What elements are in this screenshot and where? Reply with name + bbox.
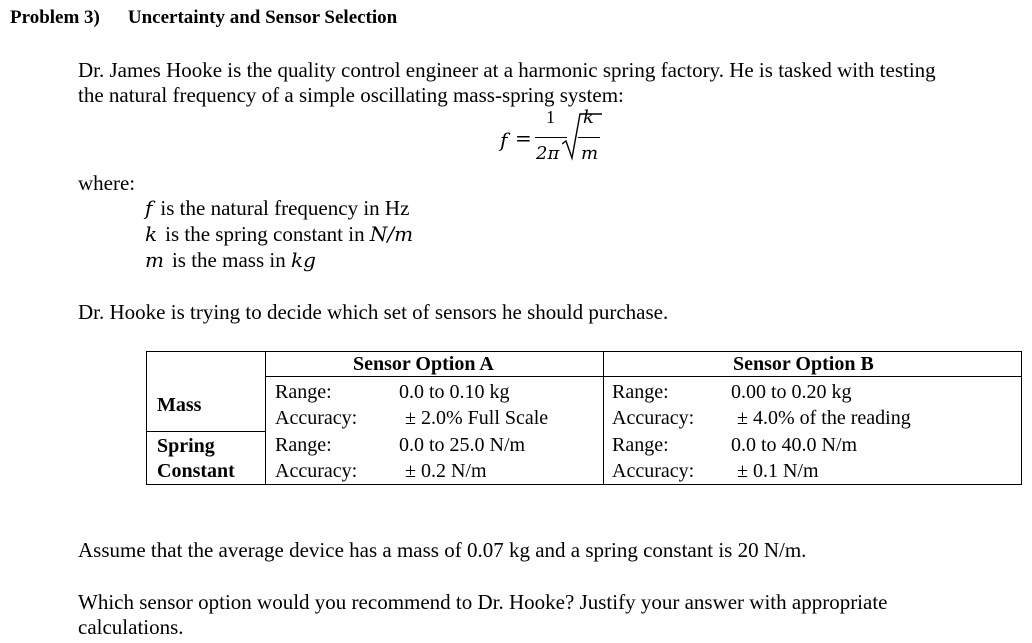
decision-sentence: Dr. Hooke is trying to decide which set of sensors he should purchase.: [78, 300, 669, 324]
definition-text: is the spring constant in: [165, 222, 370, 246]
assumption-sentence: Assume that the average device has a mass of 0.07 kg and a spring constant is 20 N/m.: [78, 538, 807, 562]
definition-text: is the mass in: [171, 248, 291, 272]
intro-line-2: the natural frequency of a simple oscillating mass-spring system:: [78, 83, 624, 107]
row-label-spring: Spring: [157, 435, 215, 457]
spring-b-range: 0.0 to 40.0 N/m: [731, 434, 858, 456]
formula-k: k: [583, 107, 594, 128]
spring-b-accuracy: ± 0.1 N/m: [737, 460, 819, 482]
problem-number: Problem 3): [10, 7, 100, 28]
spring-a-range: 0.0 to 25.0 N/m: [399, 434, 526, 456]
row-label-mass: Mass: [157, 394, 202, 416]
header-option-b: Sensor Option B: [733, 353, 874, 375]
definition-k: [145, 222, 413, 247]
definition-unit: N/m: [369, 222, 414, 246]
definition-f: [145, 196, 409, 221]
mass-a-range: 0.0 to 0.10 kg: [399, 381, 510, 403]
problem-heading: Uncertainty and Sensor Selection: [127, 7, 398, 28]
spring-a-range-label: Range:: [275, 434, 332, 456]
mass-b-range-label: Range:: [612, 381, 669, 403]
mass-b-accuracy-label: Accuracy:: [612, 407, 695, 429]
row-label-constant: Constant: [157, 460, 235, 482]
mass-b-range: 0.00 to 0.20 kg: [731, 381, 852, 403]
spring-b-accuracy-label: Accuracy:: [612, 460, 695, 482]
formula-m: m: [581, 143, 599, 164]
frequency-formula: [0, 0, 1032, 170]
table-divider: [265, 352, 266, 484]
definition-symbol: m: [145, 248, 164, 272]
question-line-2: calculations.: [78, 615, 184, 639]
definition-text: is the natural frequency in Hz: [160, 196, 410, 220]
table-divider: [603, 352, 604, 484]
formula-f: f: [500, 128, 508, 152]
mass-a-range-label: Range:: [275, 381, 332, 403]
spring-b-range-label: Range:: [612, 434, 669, 456]
definition-symbol: f: [145, 196, 153, 220]
spring-a-accuracy: ± 0.2 N/m: [405, 460, 487, 482]
mass-a-accuracy-label: Accuracy:: [275, 407, 358, 429]
question-line-1: Which sensor option would you recommend to Dr. Hooke? Justify your answer with appropriate: [78, 590, 888, 614]
formula-root-fraction-bar: [578, 137, 600, 138]
definition-unit: kg: [290, 248, 316, 272]
table-row-rule: [147, 431, 265, 432]
header-option-a: Sensor Option A: [353, 353, 494, 375]
formula-equals: =: [515, 126, 532, 150]
sensor-table: [146, 351, 1022, 485]
definition-symbol: k: [145, 222, 158, 246]
formula-numerator: 1: [546, 107, 555, 127]
spring-a-accuracy-label: Accuracy:: [275, 460, 358, 482]
where-label: where:: [78, 171, 136, 195]
intro-line-1: Dr. James Hooke is the quality control engineer at a harmonic spring factory. He is tasked with testing: [78, 58, 936, 82]
formula-denominator: 2π: [536, 143, 560, 164]
mass-b-accuracy: ± 4.0% of the reading: [737, 407, 911, 429]
definition-m: [145, 248, 316, 273]
mass-a-accuracy: ± 2.0% Full Scale: [405, 407, 549, 429]
question-paragraph: [78, 590, 888, 640]
